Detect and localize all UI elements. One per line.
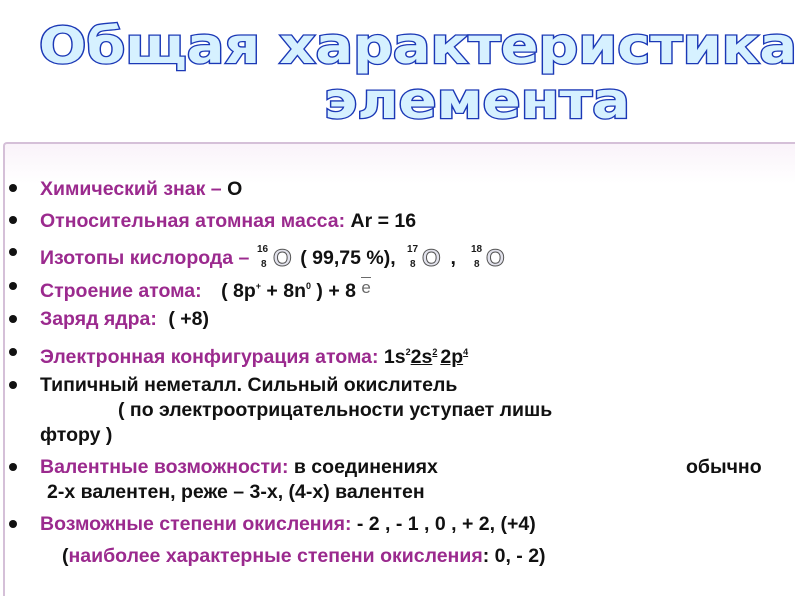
item-text: Типичный неметалл. Сильный окислитель: [40, 374, 458, 396]
electron-configuration: [384, 346, 492, 368]
isotope-charge: 8: [474, 259, 480, 270]
bullet-dot: [9, 184, 17, 192]
item-label: Валентные возможности:: [40, 456, 289, 478]
electron-count: ) + 8: [311, 280, 362, 302]
item-label: Изотопы кислорода –: [40, 247, 250, 269]
item-value: в соединениях: [288, 456, 438, 478]
item-label: наиболее характерные степени окисления: [68, 545, 483, 567]
list-item-nonmetal-cont-2: [40, 423, 112, 447]
title-line-1: Общая характеристика: [39, 17, 797, 75]
slide-title: [0, 0, 800, 140]
isotope-charge: 8: [260, 259, 267, 270]
config-2s: 2s: [410, 346, 433, 368]
title-wordart: [0, 0, 800, 140]
bullet-dot: [9, 216, 17, 224]
list-item-isotopes: [40, 240, 505, 272]
bullet-dot: [9, 282, 17, 290]
list-item-nucleus-charge: [40, 307, 209, 331]
list-item-electron-configuration: [40, 340, 492, 369]
neutron-text: + 8n: [261, 280, 306, 302]
item-label: Заряд ядра:: [40, 308, 157, 330]
title-line-2: элемента: [324, 72, 630, 130]
config-1s-count: 2: [405, 347, 411, 357]
list-item-valence: [40, 455, 438, 479]
paren-open: (: [62, 545, 69, 567]
isotope-symbol: O: [272, 245, 292, 272]
item-value: [221, 280, 371, 302]
electron-symbol: e: [361, 276, 370, 300]
neutron-charge: 0: [305, 281, 311, 291]
list-item-oxidation-states: [40, 512, 536, 536]
bullet-dot: [9, 381, 17, 389]
isotope-mass: 17: [407, 244, 419, 255]
item-text: ( по электроотрицательности уступает лишь: [118, 399, 553, 421]
item-value: 2-х валентен, реже – 3-х, (4-х) валентен: [47, 481, 425, 503]
item-value: : 0, - 2): [482, 545, 546, 567]
item-label: Возможные степени окисления:: [40, 513, 352, 535]
item-value: ( 99,75 %),: [300, 247, 396, 269]
list-item-chemical-symbol: [40, 177, 242, 201]
bullet-dot: [9, 348, 17, 356]
config-2s-count: 2: [432, 347, 438, 357]
item-label: Строение атома:: [40, 280, 202, 302]
list-item-valence-cont: [47, 480, 425, 504]
item-text: фтору ): [40, 424, 113, 446]
item-value: обычно: [686, 456, 762, 478]
item-value: ,: [450, 247, 456, 269]
list-item-nonmetal: [40, 373, 457, 397]
bullet-dot: [9, 463, 17, 471]
proton-charge: +: [255, 281, 261, 291]
item-value: - 2 , - 1 , 0 , + 2, (+4): [351, 513, 536, 535]
isotope-mass: 18: [471, 244, 483, 255]
isotope-charge: 8: [410, 259, 416, 270]
config-2p: 2p: [440, 346, 464, 368]
list-item-valence-usually: [686, 455, 762, 479]
item-label: Электронная конфигурация атома:: [40, 346, 379, 368]
item-value: ( +8): [162, 308, 209, 330]
list-item-nonmetal-cont: [118, 398, 552, 422]
list-item-atomic-mass: [40, 209, 416, 233]
bullet-dot: [9, 520, 17, 528]
item-label: Относительная атомная масса:: [40, 210, 346, 232]
isotope-o16-symbol: [255, 240, 295, 272]
config-1s: 1s: [383, 346, 406, 368]
bullet-dot: [9, 248, 17, 256]
isotope-symbol: O: [486, 245, 505, 272]
proton-text: ( 8p: [221, 280, 256, 302]
config-2p-count: 4: [463, 347, 469, 357]
list-item-atom-structure: [40, 274, 371, 303]
isotope-o17-symbol: [401, 240, 445, 272]
list-item-oxidation-typical: [62, 544, 546, 568]
isotope-o18-symbol: [461, 240, 505, 272]
bullet-dot: [9, 315, 17, 323]
item-value: Ar = 16: [345, 210, 417, 232]
isotope-mass: 16: [256, 244, 268, 255]
isotope-symbol: O: [422, 245, 441, 272]
item-label: Химический знак –: [40, 178, 222, 200]
item-value: О: [221, 178, 243, 200]
